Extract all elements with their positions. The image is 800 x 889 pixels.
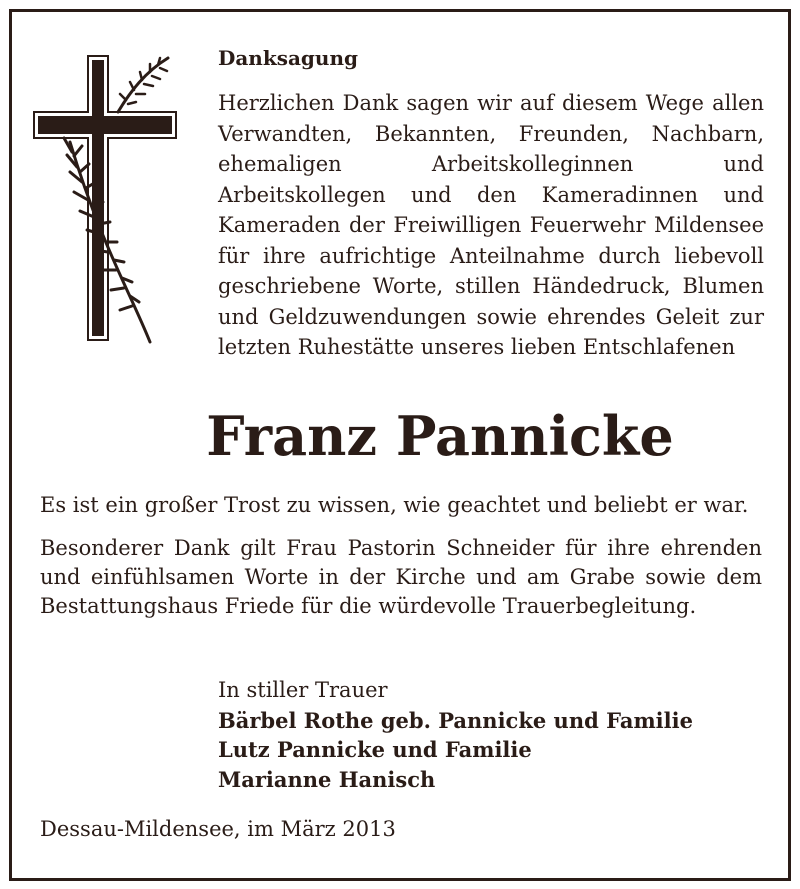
signatory: Bärbel Rothe geb. Pannicke und Familie	[218, 707, 693, 733]
comfort-text: Es ist ein großer Trost zu wissen, wie geachtet und beliebt er war.	[40, 493, 749, 517]
deceased-name: Franz Pannicke	[206, 404, 674, 468]
signatory: Marianne Hanisch	[218, 766, 436, 792]
intro-text: Herzlichen Dank sagen wir auf diesem Wege allen Verwandten, Bekannten, Freunden, Nachbarn, ehemaligen Arbeitskolleginnen und Arbeitskollegen und den Kameradinnen und Kameraden der Freiwilligen Feuerwehr Mildensee für ihre aufrichtige Anteilnahme durch liebevoll geschriebene Worte, stillen Händedruck, Blumen und Geldzuwendungen sowie ehrendes Geleit zur letzten Ruhestätte unseres lieben Entschlafenen	[218, 91, 764, 359]
palm-branch-icon	[64, 58, 168, 342]
signature-block	[218, 676, 693, 794]
cross-icon	[30, 52, 180, 352]
heading: Danksagung	[218, 46, 358, 70]
place-date: Dessau-Mildensee, im März 2013	[40, 817, 396, 841]
mourning-line: In stiller Trauer	[218, 678, 388, 702]
signatory: Lutz Pannicke und Familie	[218, 737, 532, 762]
special-thanks-text: Besonderer Dank gilt Frau Pastorin Schneider für ihre ehrenden und einfühlsamen Worte in der Kirche und am Grabe sowie dem Bestattungshaus Friede für die würdevolle Trauerbegleitung.	[40, 536, 762, 618]
